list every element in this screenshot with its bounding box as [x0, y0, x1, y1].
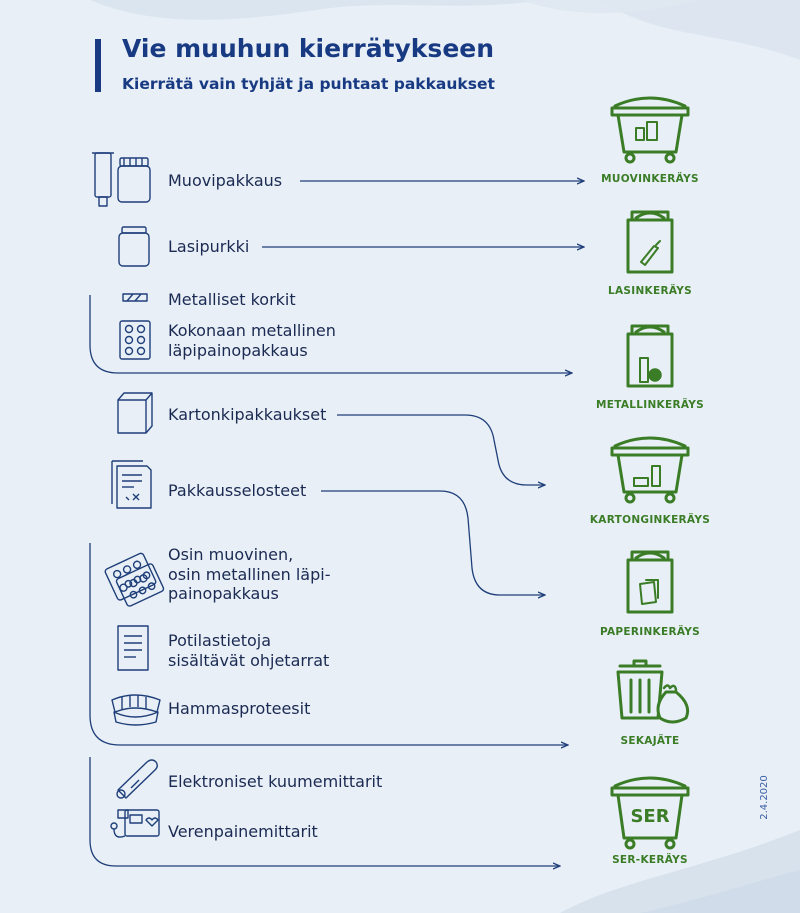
item-potilastietoja-1: Potilastietoja	[168, 631, 272, 650]
metal-blister-icon	[120, 321, 150, 359]
plastic-tube-jar-icon	[92, 153, 150, 206]
mixed-waste-bin-icon	[618, 661, 688, 722]
item-verenpainemittarit: Verenpainemittarit	[168, 822, 318, 841]
blood-pressure-icon	[111, 810, 159, 837]
item-muovipakkaus: Muovipakkaus	[168, 171, 283, 190]
item-metalliset-korkit: Metalliset korkit	[168, 290, 296, 309]
item-osin-muovinen-3: painopakkaus	[168, 584, 279, 603]
bin-label-metallinkerays: METALLINKERÄYS	[595, 399, 705, 411]
plastic-collection-bin-icon	[612, 98, 688, 162]
leaflet-icon	[112, 461, 151, 508]
item-kartonkipakkaukset: Kartonkipakkaukset	[168, 405, 327, 424]
ser-bin-text: SER	[630, 806, 670, 827]
item-potilastietoja-2: sisältävät ohjetarrat	[168, 651, 330, 670]
mixed-blister-icon	[104, 552, 164, 607]
item-osin-muovinen-1: Osin muovinen,	[168, 545, 294, 564]
glass-jar-icon	[119, 227, 149, 266]
metal-caps-icon	[123, 294, 147, 301]
glass-collection-bin-icon	[628, 212, 672, 272]
bin-label-muovinkerays: MUOVINKERÄYS	[601, 173, 699, 185]
bin-label-kartonginkerays: KARTONGINKERÄYS	[589, 514, 711, 526]
connector-paperi	[321, 491, 545, 595]
bin-label-lasinkerays: LASINKERÄYS	[607, 285, 693, 297]
connector-kartonki	[337, 415, 545, 485]
item-pakkausselosteet: Pakkausselosteet	[168, 481, 307, 500]
page-title: Vie muuhun kierrätykseen	[122, 34, 495, 63]
bin-label-serkerays: SER-KERÄYS	[612, 854, 688, 866]
bin-label-paperinkerays: PAPERINKERÄYS	[599, 626, 701, 638]
date-stamp	[752, 770, 792, 830]
item-hammasproteesit: Hammasproteesit	[168, 699, 311, 718]
thermometer-icon	[117, 760, 157, 798]
date-text: 2.4.2020	[758, 775, 770, 820]
bin-label-sekajate: SEKAJÄTE	[620, 735, 680, 747]
carton-collection-bin-icon	[612, 438, 688, 502]
dentures-icon	[112, 695, 160, 725]
item-lasipurkki: Lasipurkki	[168, 237, 250, 256]
connector-lines	[90, 181, 584, 866]
item-osin-muovinen-2: osin metallinen läpi-	[168, 565, 331, 584]
item-kuumemittarit: Elektroniset kuumemittarit	[168, 772, 383, 791]
metal-collection-bin-icon	[628, 326, 672, 386]
item-metallinen-lapipaino-2: läpipainopakkaus	[168, 341, 308, 360]
item-metallinen-lapipaino-1: Kokonaan metallinen	[168, 321, 336, 340]
carton-box-icon	[118, 393, 152, 433]
page-subtitle: Kierrätä vain tyhjät ja puhtaat pakkaukset	[122, 75, 495, 93]
label-sheet-icon	[118, 626, 148, 670]
paper-collection-bin-icon	[628, 552, 672, 612]
